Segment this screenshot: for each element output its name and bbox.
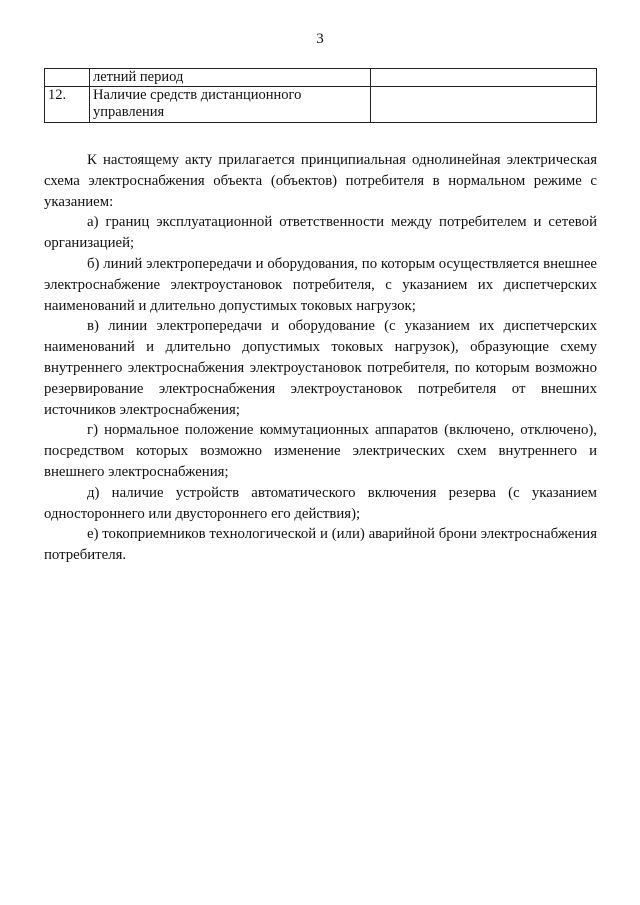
intro-paragraph: К настоящему акту прилагается принципиальная однолинейная электрическая схема электроснабжения объекта (объектов) потребителя в нормальном режиме с указанием: [44, 152, 597, 210]
list-item-c: в) линии электропередачи и оборудование (с указанием их диспетчерских наименований и длительно допустимых токовых нагрузок), образующие схему внутреннего электроснабжения электроустановок потребителя, по которым возможно резервирование электроснабжения электроустановок потребителя от внешних источников электроснабжения; [44, 318, 597, 418]
value-cell [371, 87, 597, 123]
parameters-table [44, 68, 597, 123]
table-row [45, 69, 597, 87]
row-number-cell: 12. [45, 87, 90, 123]
table-row [45, 87, 597, 123]
value-cell [371, 69, 597, 87]
list-item-a: а) границ эксплуатационной ответственности между потребителем и сетевой организацией; [44, 214, 597, 252]
page-number: 3 [316, 31, 324, 47]
list-item-e: д) наличие устройств автоматического включения резерва (с указанием одностороннего или двустороннего его действия); [44, 484, 597, 522]
list-item-b: б) линий электропередачи и оборудования, по которым осуществляется внешнее электроснабжение электроустановок потребителя, с указанием их диспетчерских наименований и длительно допустимых токовых нагрузок; [44, 255, 597, 314]
parameter-cell: летний период [90, 69, 371, 87]
parameter-cell: Наличие средств дистанционного управления [90, 87, 371, 123]
list-item-d: г) нормальное положение коммутационных аппаратов (включено, отключено), посредством которых возможно изменение электрических схем внутреннего и внешнего электроснабжения; [44, 422, 597, 480]
document-body [44, 150, 597, 566]
list-item-f: е) токоприемников технологической и (или) аварийной брони электроснабжения потребителя. [44, 526, 597, 564]
row-number-cell [45, 69, 90, 87]
